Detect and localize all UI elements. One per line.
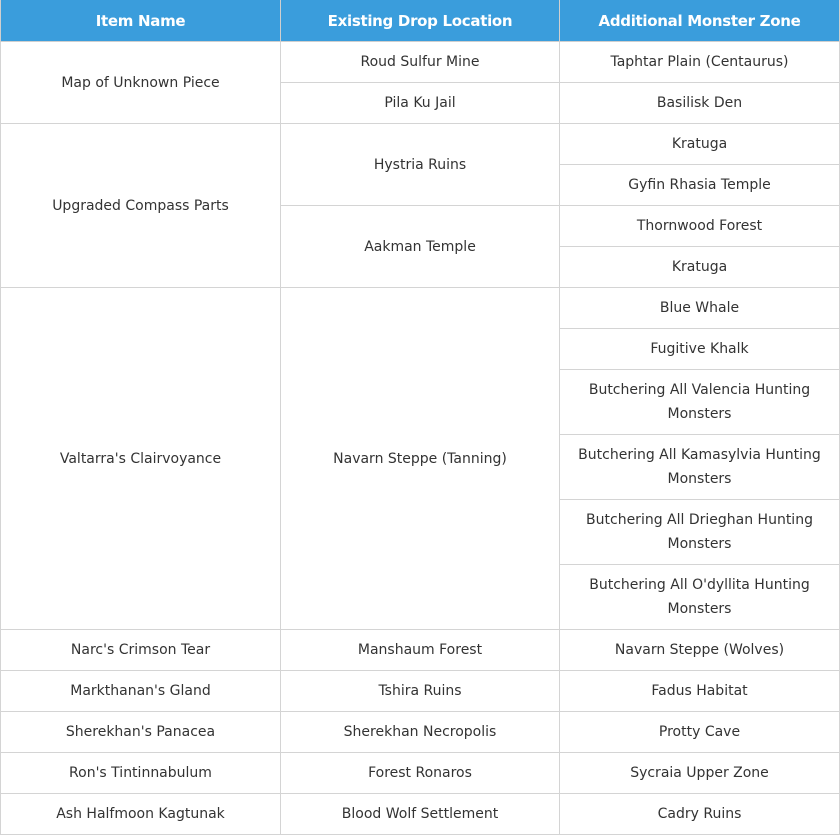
header-existing-drop-location: Existing Drop Location [281, 0, 560, 42]
monster-zone-cell: Taphtar Plain (Centaurus) [560, 42, 840, 83]
table-row [1, 42, 840, 83]
monster-zone-cell: Butchering All Valencia Hunting Monsters [560, 370, 840, 435]
monster-zone-cell: Thornwood Forest [560, 206, 840, 247]
table-row [1, 288, 840, 329]
drop-location-cell: Pila Ku Jail [281, 83, 560, 124]
item-name-cell: Ron's Tintinnabulum [1, 753, 281, 794]
item-name-cell: Map of Unknown Piece [1, 42, 281, 124]
monster-zone-cell: Butchering All O'dyllita Hunting Monsters [560, 565, 840, 630]
monster-zone-cell: Fugitive Khalk [560, 329, 840, 370]
drop-location-cell: Navarn Steppe (Tanning) [281, 288, 560, 630]
drop-location-cell: Aakman Temple [281, 206, 560, 288]
table-row [1, 630, 840, 671]
item-name-cell: Narc's Crimson Tear [1, 630, 281, 671]
item-name-cell: Ash Halfmoon Kagtunak [1, 794, 281, 835]
monster-zone-cell: Basilisk Den [560, 83, 840, 124]
item-name-cell: Markthanan's Gland [1, 671, 281, 712]
drop-location-cell: Sherekhan Necropolis [281, 712, 560, 753]
monster-zone-cell: Cadry Ruins [560, 794, 840, 835]
monster-zone-cell: Kratuga [560, 247, 840, 288]
table-row [1, 753, 840, 794]
monster-zone-cell: Gyfin Rhasia Temple [560, 165, 840, 206]
monster-zone-cell: Navarn Steppe (Wolves) [560, 630, 840, 671]
monster-zone-cell: Protty Cave [560, 712, 840, 753]
item-name-cell: Upgraded Compass Parts [1, 124, 281, 288]
table-row [1, 712, 840, 753]
monster-zone-cell: Sycraia Upper Zone [560, 753, 840, 794]
monster-zone-cell: Fadus Habitat [560, 671, 840, 712]
monster-zone-cell: Butchering All Drieghan Hunting Monsters [560, 500, 840, 565]
item-name-cell: Sherekhan's Panacea [1, 712, 281, 753]
table-row [1, 671, 840, 712]
table-header [1, 0, 840, 42]
monster-zone-cell: Blue Whale [560, 288, 840, 329]
header-row [1, 0, 840, 42]
table-row [1, 794, 840, 835]
drop-location-cell: Tshira Ruins [281, 671, 560, 712]
drop-location-cell: Roud Sulfur Mine [281, 42, 560, 83]
item-name-cell: Valtarra's Clairvoyance [1, 288, 281, 630]
drop-location-cell: Manshaum Forest [281, 630, 560, 671]
monster-zone-cell: Kratuga [560, 124, 840, 165]
drop-location-cell: Forest Ronaros [281, 753, 560, 794]
table-body [1, 42, 840, 835]
drop-location-cell: Hystria Ruins [281, 124, 560, 206]
header-additional-monster-zone: Additional Monster Zone [560, 0, 840, 42]
monster-zone-cell: Butchering All Kamasylvia Hunting Monsters [560, 435, 840, 500]
header-item-name: Item Name [1, 0, 281, 42]
table-row [1, 124, 840, 165]
drop-location-cell: Blood Wolf Settlement [281, 794, 560, 835]
